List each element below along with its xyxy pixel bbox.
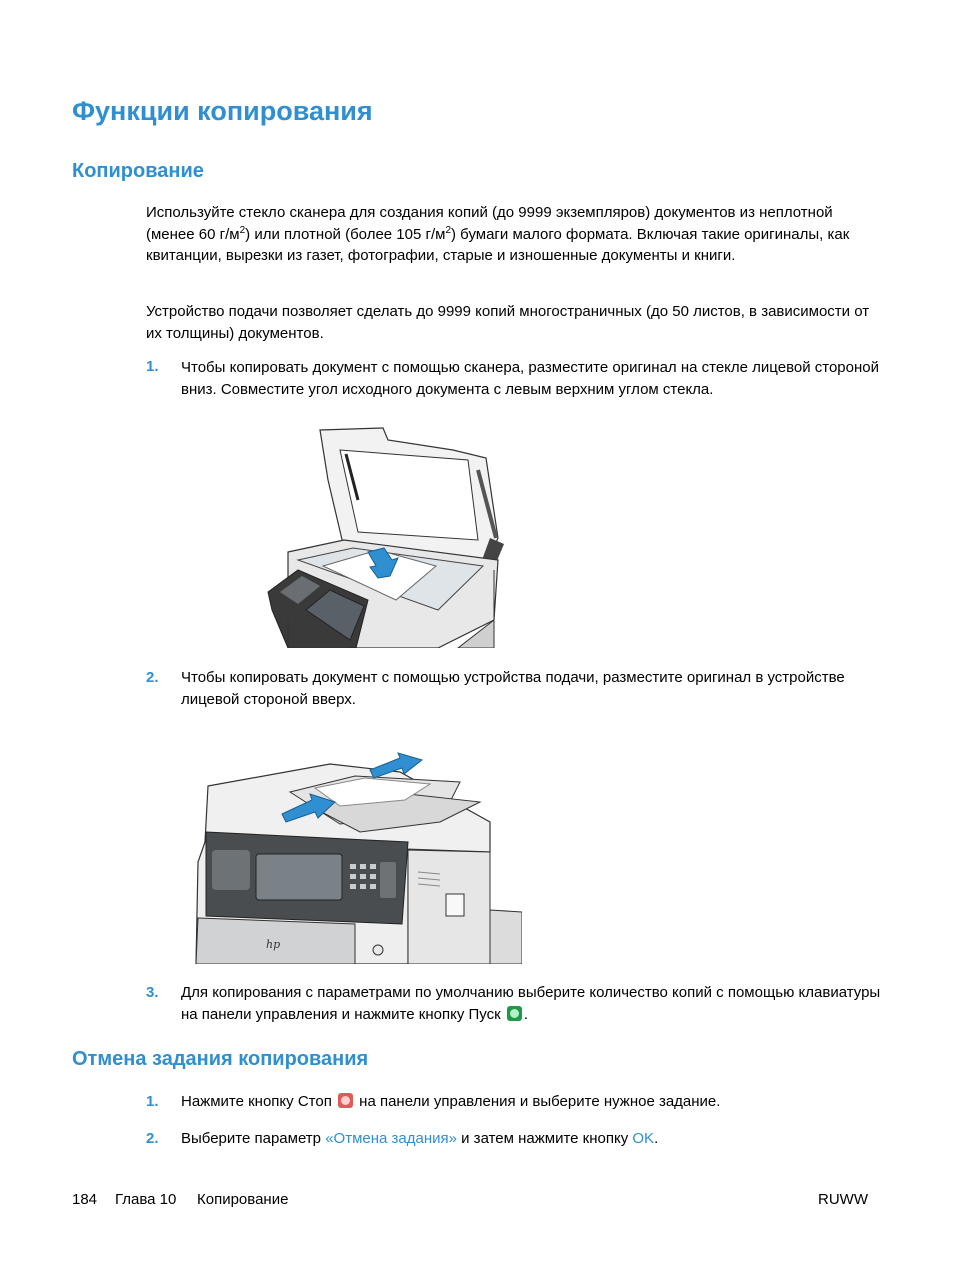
page-title: Функции копирования — [72, 96, 373, 126]
superscript-2a: 2 — [239, 224, 246, 236]
cancel-step-1-text — [181, 1091, 881, 1113]
footer-page-number: 184 — [72, 1191, 98, 1208]
cancel-step-2-text — [181, 1128, 881, 1150]
superscript-2b: 2 — [445, 224, 452, 236]
paragraph-glass-c: ) бумаги малого формата. Включая такие оригиналы, как квитанции, вырезки из газет, фотографии, старые и изношенные документы и книги. — [146, 225, 850, 264]
step-2-text: Чтобы копировать документ с помощью устройства подачи, разместите оригинал в устройстве лицевой стороной вверх. — [181, 669, 845, 708]
paragraph-glass-a: Используйте стекло сканера для создания копий (до 9999 экземпляров) документов из неплотной (менее 60 г/м — [146, 204, 833, 243]
paragraph-glass-b: ) или плотной (более 105 г/м — [245, 225, 446, 243]
document-feeder-illustration — [190, 752, 522, 964]
cancel-step-2-number: 2. — [146, 1130, 159, 1147]
step-1-text: Чтобы копировать документ с помощью сканера, разместите оригинал на стекле лицевой стороной вниз. Совместите угол исходного документа с левым верхним углом стекла. — [181, 359, 879, 398]
step-1-number: 1. — [146, 358, 159, 375]
section-heading-cancel: Отмена задания копирования — [72, 1048, 369, 1070]
section-heading-copy: Копирование — [72, 160, 204, 182]
footer-right-label: RUWW — [818, 1191, 868, 1208]
paragraph-feeder: Устройство подачи позволяет сделать до 9999 копий многостраничных (до 50 листов, в зависимости от их толщины) документов. — [146, 303, 870, 342]
step-3-text-body: Для копирования с параметрами по умолчанию выберите количество копий с помощью клавиатуры на панели управления и нажмите кнопку Пуск — [181, 984, 881, 1023]
stop-button-icon — [338, 1093, 353, 1108]
step-3-text-end: . — [523, 1005, 529, 1023]
scanner-glass-illustration — [258, 420, 508, 648]
hp-logo: hp — [266, 938, 281, 951]
footer-chapter: Глава 10 — [115, 1191, 177, 1208]
footer-chapter-title: Копирование — [197, 1191, 289, 1208]
cancel-step-1-before: Нажмите кнопку Стоп — [181, 1093, 332, 1110]
cancel-step-1-number: 1. — [146, 1093, 159, 1110]
step-3-number: 3. — [146, 984, 159, 1001]
paragraph-glass — [146, 202, 876, 267]
cancel-step-2-end: . — [654, 1130, 659, 1147]
cancel-step-2-middle: и затем нажмите кнопку — [461, 1130, 629, 1147]
cancel-job-option: «Отмена задания» — [325, 1130, 457, 1147]
start-button-icon — [507, 1006, 522, 1021]
cancel-step-1-after: на панели управления и выберите нужное задание. — [359, 1093, 721, 1110]
step-2-number: 2. — [146, 669, 159, 686]
step-3-text — [181, 982, 881, 1025]
ok-button-ref: OK — [632, 1130, 655, 1147]
cancel-step-2-before: Выберите параметр — [181, 1130, 322, 1147]
